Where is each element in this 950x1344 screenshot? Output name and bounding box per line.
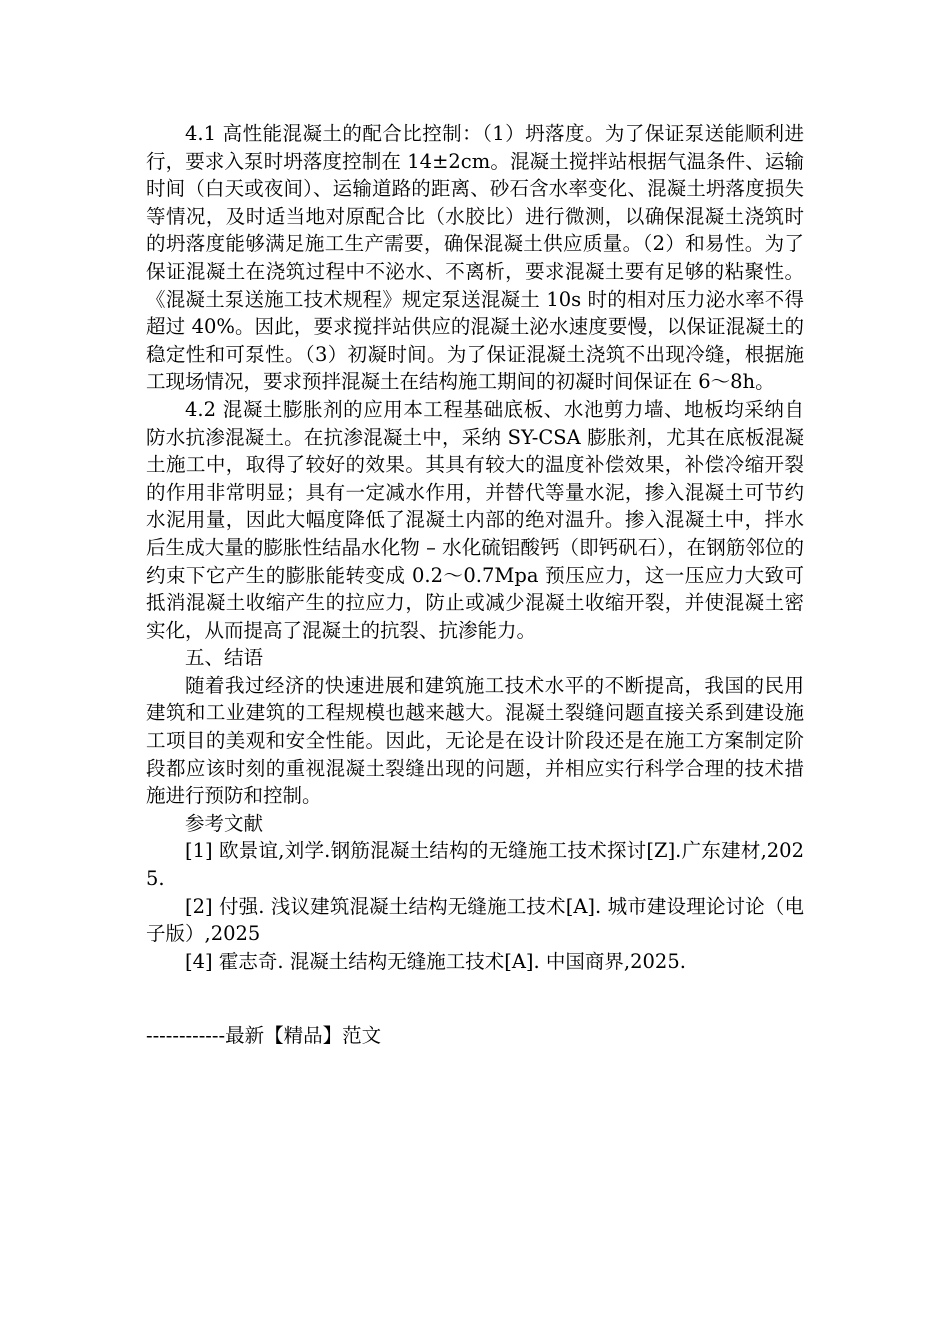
paragraph-4-1: 4.1 高性能混凝土的配合比控制：（1）坍落度。为了保证泵送能顺利进行，要求入泵时坍落度控制在 14±2cm。混凝土搅拌站根据气温条件、运输时间（白天或夜间）、运输道路的距离、砂石含水率变化、混凝土坍落度损失等情况，及时适当地对原配合比（水胶比）进行微测，以确保混凝土浇筑时的坍落度能够满足施工生产需要，确保混凝土供应质量。（2）和易性。为了保证混凝土在浇筑过程中不泌水、不离析，要求混凝土要有足够的粘聚性。《混凝土泵送施工技术规程》规定泵送混凝土 10s 时的相对压力泌水率不得超过 40%。因此，要求搅拌站供应的混凝土泌水速度要慢，以保证混凝土的稳定性和可泵性。（3）初凝时间。为了保证混凝土浇筑不出现冷缝，根据施工现场情况，要求预拌混凝土在结构施工期间的初凝时间保证在 6～8h。 <box>146 122 804 394</box>
reference-item-3: [4] 霍志奇. 混凝土结构无缝施工技术[A]. 中国商界,2025. <box>185 949 686 973</box>
section-heading-conclusion: 五、结语 <box>185 646 264 670</box>
reference-item-1: [1] 欧景谊,刘学.钢筋混凝土结构的无缝施工技术探讨[Z].广东建材,2025. <box>146 839 804 891</box>
section-heading-references: 参考文献 <box>185 811 264 835</box>
reference-item-2: [2] 付强. 浅议建筑混凝土结构无缝施工技术[A]. 城市建设理论讨论（电子版）,2025 <box>146 894 804 946</box>
document-body <box>146 120 804 975</box>
paragraph-conclusion: 随着我过经济的快速进展和建筑施工技术水平的不断提高，我国的民用建筑和工业建筑的工程规模也越来越大。混凝土裂缝问题直接关系到建设施工项目的美观和安全性能。因此，无论是在设计阶段还是在施工方案制定阶段都应该时刻的重视混凝土裂缝出现的问题，并相应实行科学合理的技术措施进行预防和控制。 <box>146 673 804 808</box>
paragraph-4-2: 4.2 混凝土膨胀剂的应用本工程基础底板、水池剪力墙、地板均采纳自防水抗渗混凝土。在抗渗混凝土中，采纳 SY-CSA 膨胀剂，尤其在底板混凝土施工中，取得了较好的效果。其具有较大的温度补偿效果，补偿冷缩开裂的作用非常明显；具有一定减水作用，并替代等量水泥，掺入混凝土可节约水泥用量，因此大幅度降低了混凝土内部的绝对温升。掺入混凝土中，拌水后生成大量的膨胀性结晶水化物 – 水化硫铝酸钙（即钙矾石），在钢筋邻位的约束下它产生的膨胀能转变成 0.2～0.7Mpa 预压应力，这一压应力大致可抵消混凝土收缩产生的拉应力，防止或减少混凝土收缩开裂，并使混凝土密实化，从而提高了混凝土的抗裂、抗渗能力。 <box>146 397 804 642</box>
page-footer: ------------最新【精品】范文 <box>146 1024 382 1047</box>
